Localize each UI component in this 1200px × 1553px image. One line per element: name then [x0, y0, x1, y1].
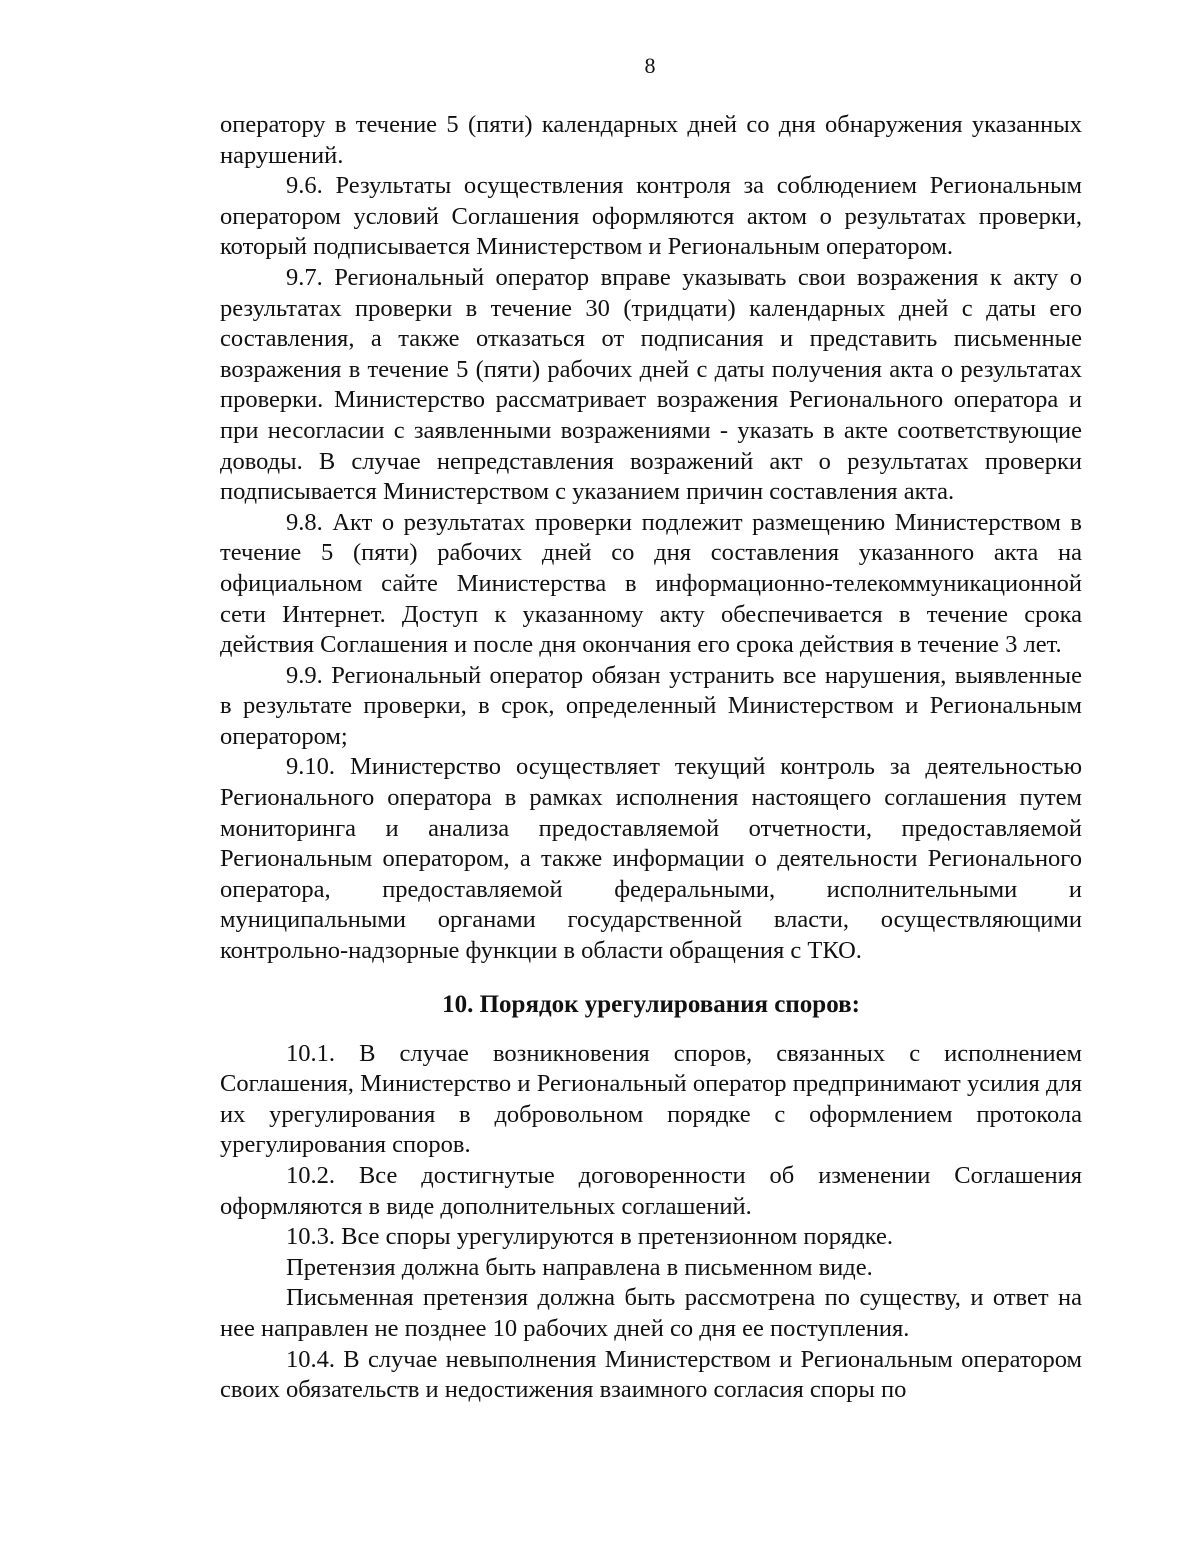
paragraph-claim-review: Письменная претензия должна быть рассмотрена по существу, и ответ на нее направлен не позднее 10 рабочих дней со дня ее поступления.: [220, 1284, 1082, 1342]
paragraph-10-4: 10.4. В случае невыполнения Министерством и Региональным оператором своих обязательств и недостижения взаимного согласия споры по: [220, 1345, 1082, 1404]
paragraph-9-7: 9.7. Региональный оператор вправе указывать свои возражения к акту о результатах проверки в течение 30 (тридцати) календарных дней с даты его составления, а также отказаться от подписания и представить письменные возражения в течение 5 (пяти) рабочих дней с даты получения акта о результатах проверки. Министерство рассматривает возражения Регионального оператора и при несогласии с заявленными возражениями - указать в акте соответствующие доводы. В случае непредставления возражений акт о результатах проверки подписывается Министерством с указанием причин составления акта.: [220, 263, 1082, 506]
document-body: [220, 110, 1082, 1406]
paragraph-10-1: 10.1. В случае возникновения споров, связанных с исполнением Соглашения, Министерство и Региональный оператор предпринимают усилия для их урегулирования в добровольном порядке с оформлением протокола урегулирования споров.: [220, 1039, 1082, 1159]
paragraph-9-6: 9.6. Результаты осуществления контроля за соблюдением Региональным оператором условий Соглашения оформляются актом о результатах проверки, который подписывается Министерством и Региональным оператором.: [220, 172, 1082, 261]
paragraph-9-10: 9.10. Министерство осуществляет текущий контроль за деятельностью Регионального оператора в рамках исполнения настоящего соглашения путем мониторинга и анализа предоставляемой отчетности, предоставляемой Региональным оператором, а также информации о деятельности Регионального оператора, предоставляемой федеральными, исполнительными и муниципальными органами государственной власти, осуществляющими контрольно-надзорные функции в области обращения с ТКО.: [220, 753, 1082, 965]
paragraph-9-9: 9.9. Региональный оператор обязан устранить все нарушения, выявленные в результате проверки, в срок, определенный Министерством и Региональным оператором;: [220, 661, 1082, 750]
paragraph-9-8: 9.8. Акт о результатах проверки подлежит размещению Министерством в течение 5 (пяти) рабочих дней со дня составления указанного акта на официальном сайте Министерства в информационно-телекоммуникационной сети Интернет. Доступ к указанному акту обеспечивается в течение срока действия Соглашения и после дня окончания его срока действия в течение 3 лет.: [220, 508, 1082, 659]
section-10-heading: 10. Порядок урегулирования споров:: [442, 990, 860, 1018]
page-number: 8: [644, 53, 656, 78]
paragraph-9-5-continuation: оператору в течение 5 (пяти) календарных дней со дня обнаружения указанных нарушений.: [220, 111, 1082, 169]
paragraph-10-3: 10.3. Все споры урегулируются в претензионном порядке.: [286, 1223, 894, 1251]
paragraph-10-2: 10.2. Все достигнутые договоренности об изменении Соглашения оформляются в виде дополнительных соглашений.: [220, 1162, 1082, 1220]
paragraph-claim-form: Претензия должна быть направлена в письменном виде.: [286, 1253, 873, 1281]
